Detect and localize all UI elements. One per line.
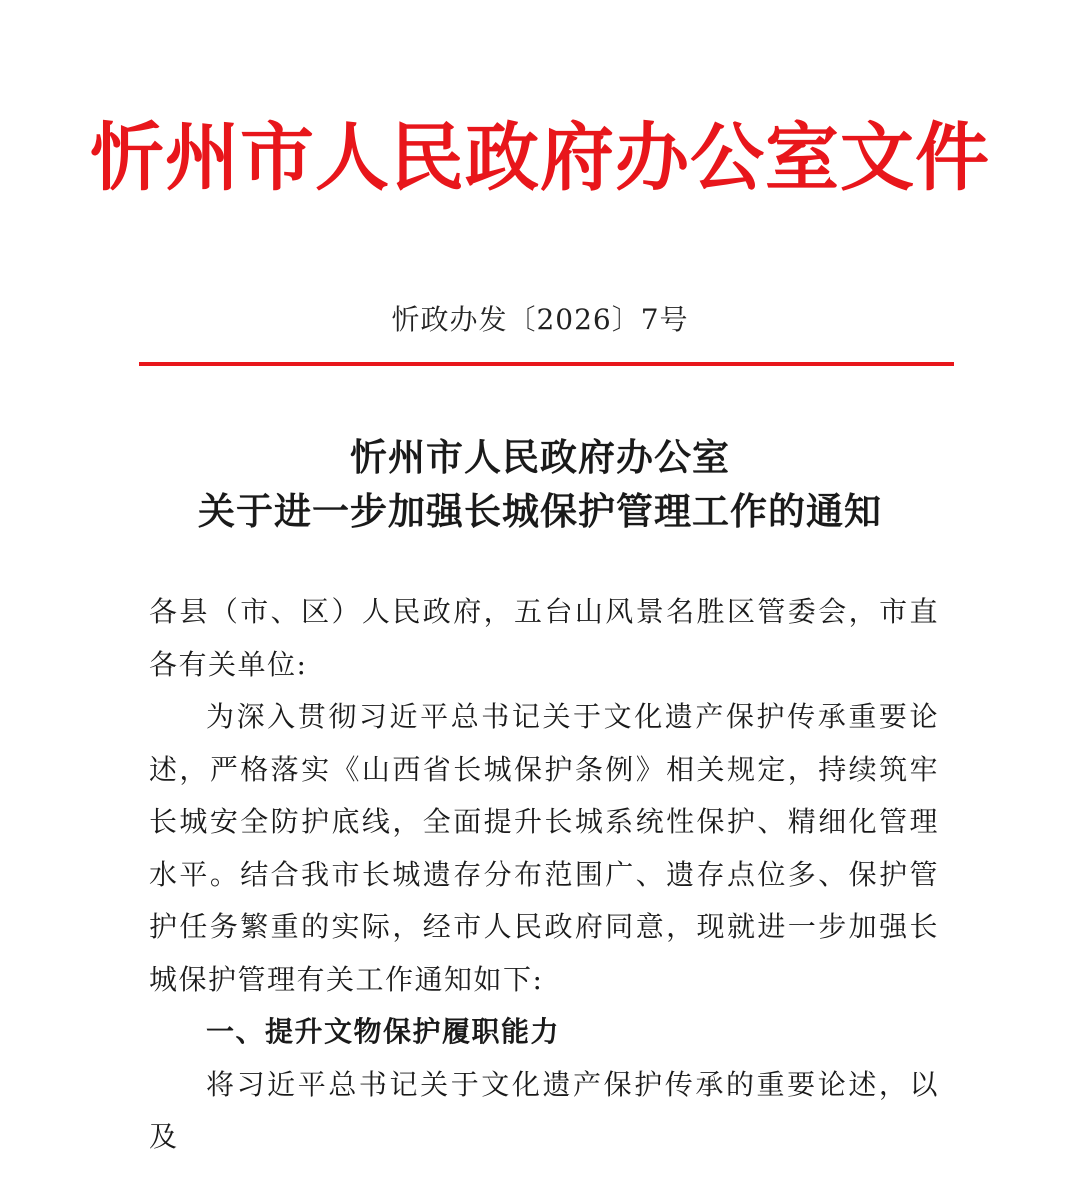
red-divider-line bbox=[139, 362, 954, 366]
notice-body bbox=[149, 586, 939, 1164]
intro-paragraph: 为深入贯彻习近平总书记关于文化遗产保护传承重要论述，严格落实《山西省长城保护条例》相关规定，持续筑牢长城安全防护底线，全面提升长城系统性保护、精细化管理水平。结合我市长城遗存分布范围广、遗存点位多、保护管护任务繁重的实际，经市人民政府同意，现就进一步加强长城保护管理有关工作通知如下: bbox=[149, 700, 939, 996]
document-number: 忻政办发〔2026〕7号 bbox=[391, 303, 689, 336]
notice-title bbox=[0, 430, 1080, 538]
masthead-title: 忻州市人民政府办公室文件 bbox=[90, 115, 990, 201]
section-heading-1: 一、提升文物保护履职能力 bbox=[206, 1015, 561, 1048]
notice-title-line-1: 忻州市人民政府办公室 bbox=[350, 435, 730, 479]
notice-title-line-2: 关于进一步加强长城保护管理工作的通知 bbox=[198, 489, 882, 533]
section-1-paragraph: 将习近平总书记关于文化遗产保护传承的重要论述，以及 bbox=[149, 1067, 939, 1153]
addressee-paragraph: 各县（市、区）人民政府，五台山风景名胜区管委会，市直各有关单位: bbox=[149, 595, 939, 681]
